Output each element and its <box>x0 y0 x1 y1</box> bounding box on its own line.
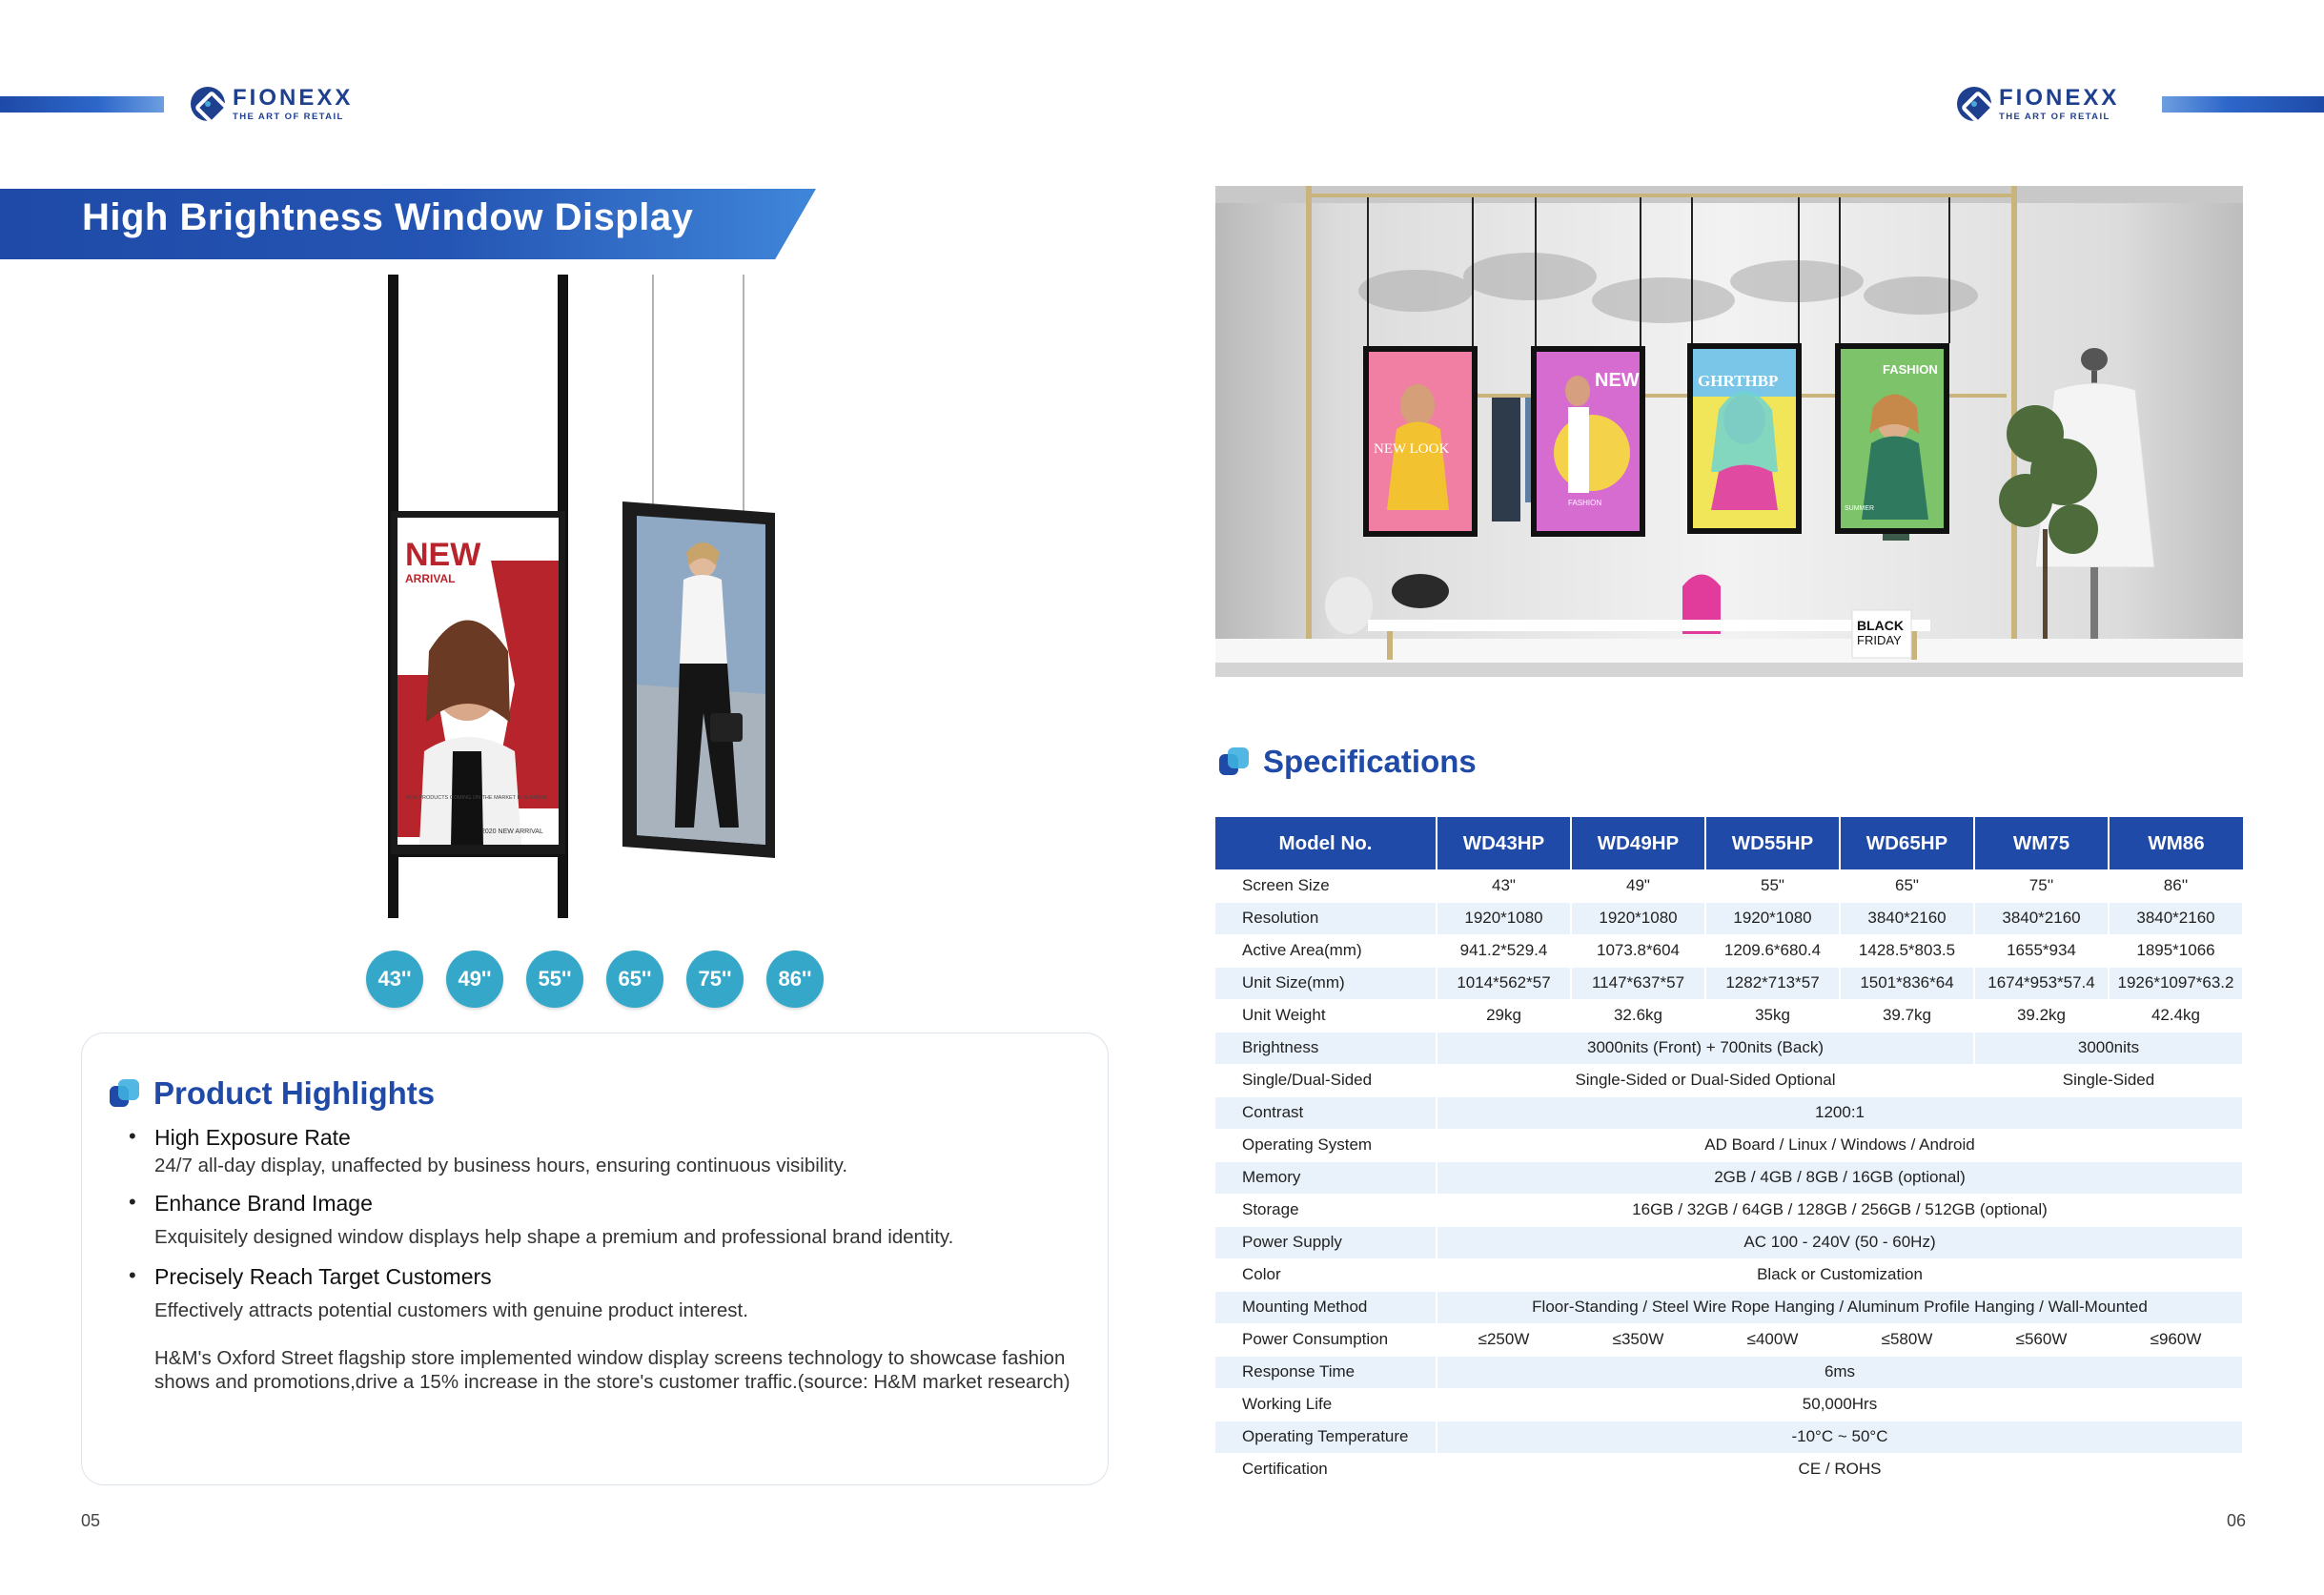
table-row <box>1215 1194 2243 1226</box>
table-row <box>1215 1453 2243 1485</box>
size-chip-43: 43'' <box>366 951 423 1008</box>
highlight-desc: Effectively attracts potential customers with genuine product interest. <box>154 1299 748 1321</box>
section-icon <box>110 1079 140 1108</box>
list-item <box>129 1125 1082 1177</box>
spec-label: Storage <box>1215 1194 1437 1226</box>
spec-label: Mounting Method <box>1215 1291 1437 1323</box>
brand-tagline: THE ART OF RETAIL <box>1999 112 2110 122</box>
brand-name: FIONEXX <box>1999 85 2120 111</box>
specifications-title: Specifications <box>1263 744 1477 779</box>
spec-value: 50,000Hrs <box>1437 1388 2243 1421</box>
specifications-table <box>1215 817 2244 1486</box>
spec-value: 32.6kg <box>1571 999 1705 1032</box>
spec-value: ≤250W <box>1437 1323 1571 1356</box>
table-row <box>1215 902 2243 934</box>
spec-value: 1920*1080 <box>1437 902 1571 934</box>
screen-headline: NEW <box>405 537 481 573</box>
spec-value: 1428.5*803.5 <box>1840 934 1974 967</box>
table-row <box>1215 1291 2243 1323</box>
list-item <box>129 1191 1082 1249</box>
scene-screen-4-text: FASHION <box>1883 362 1938 377</box>
table-row <box>1215 934 2243 967</box>
spec-label: Resolution <box>1215 902 1437 934</box>
scene-screen-2-text: NEW <box>1595 370 1640 391</box>
table-row <box>1215 1161 2243 1194</box>
window-display-scene <box>1215 186 2243 677</box>
spec-value: 39.7kg <box>1840 999 1974 1032</box>
table-row <box>1215 999 2243 1032</box>
spec-value: 3000nits (Front) + 700nits (Back) <box>1437 1032 1974 1064</box>
highlights-list <box>129 1125 1082 1336</box>
spec-value: 1920*1080 <box>1705 902 1840 934</box>
spec-value: 86'' <box>2109 869 2243 902</box>
spec-value: Single-Sided <box>1974 1064 2243 1096</box>
highlight-title: • Precisely Reach Target Customers <box>154 1264 492 1289</box>
brand-logo-right <box>1957 87 2119 122</box>
spec-value: 1147*637*57 <box>1571 967 1705 999</box>
spec-value: 39.2kg <box>1974 999 2109 1032</box>
spec-label: Unit Weight <box>1215 999 1437 1032</box>
spec-value: 1073.8*604 <box>1571 934 1705 967</box>
header-model: WD65HP <box>1840 817 1974 869</box>
specifications-heading <box>1219 744 1477 780</box>
spec-value: 1014*562*57 <box>1437 967 1571 999</box>
sign-line-1: BLACK <box>1857 618 1904 633</box>
highlights-heading <box>110 1075 435 1112</box>
header-model: WM86 <box>2109 817 2243 869</box>
size-chip-75: 75'' <box>686 951 744 1008</box>
spec-value: 35kg <box>1705 999 1840 1032</box>
spec-label: Active Area(mm) <box>1215 934 1437 967</box>
brand-tagline: THE ART OF RETAIL <box>233 112 344 122</box>
page-number-right: 06 <box>2227 1511 2247 1530</box>
logo-icon <box>191 87 225 121</box>
spec-value: 1926*1097*63.2 <box>2109 967 2243 999</box>
spec-value: -10°C ~ 50°C <box>1437 1421 2243 1453</box>
screen-copy: NEW PRODUCTS COMING ON THE MARKET IN SUMMER <box>405 795 547 801</box>
spec-value: ≤560W <box>1974 1323 2109 1356</box>
spec-label: Unit Size(mm) <box>1215 967 1437 999</box>
page-number-left: 05 <box>81 1511 101 1530</box>
size-chip-86: 86'' <box>766 951 824 1008</box>
spec-label: Response Time <box>1215 1356 1437 1388</box>
spec-value: 65" <box>1840 869 1974 902</box>
spec-label: Brightness <box>1215 1032 1437 1064</box>
header-accent-bar-right <box>2162 96 2324 112</box>
spec-value: 55" <box>1705 869 1840 902</box>
case-study-note: H&M's Oxford Street flagship store implemented window display screens technology to showcase fashion shows and promotions,drive a 15% increase in the store's customer traffic.(source: H&M market research) <box>154 1347 1070 1393</box>
spec-value: CE / ROHS <box>1437 1453 2243 1485</box>
scene-screen-2 <box>1531 346 1645 537</box>
spec-value: 29kg <box>1437 999 1571 1032</box>
size-chip-65: 65'' <box>606 951 663 1008</box>
header-model-label: Model No. <box>1215 817 1437 869</box>
spec-value: 2GB / 4GB / 8GB / 16GB (optional) <box>1437 1161 2243 1194</box>
spec-value: AD Board / Linux / Windows / Android <box>1437 1129 2243 1161</box>
list-item <box>129 1264 1082 1322</box>
spec-label: Single/Dual-Sided <box>1215 1064 1437 1096</box>
spec-value: 1200:1 <box>1437 1096 2243 1129</box>
table-row <box>1215 1096 2243 1129</box>
spec-label: Memory <box>1215 1161 1437 1194</box>
table-header-row <box>1215 817 2243 869</box>
spec-value: 49" <box>1571 869 1705 902</box>
table-row <box>1215 1323 2243 1356</box>
spec-value: 16GB / 32GB / 64GB / 128GB / 256GB / 512GB (optional) <box>1437 1194 2243 1226</box>
spec-label: Contrast <box>1215 1096 1437 1129</box>
spec-value: 941.2*529.4 <box>1437 934 1571 967</box>
size-chip-55: 55'' <box>526 951 583 1008</box>
size-options <box>366 951 824 1008</box>
spec-value: 6ms <box>1437 1356 2243 1388</box>
page-title: High Brightness Window Display <box>82 196 694 238</box>
table-row <box>1215 1032 2243 1064</box>
table-row <box>1215 1388 2243 1421</box>
header-accent-bar-left <box>0 96 164 112</box>
spec-label: Power Supply <box>1215 1226 1437 1258</box>
spec-value: Floor-Standing / Steel Wire Rope Hanging / Aluminum Profile Hanging / Wall-Mounted <box>1437 1291 2243 1323</box>
spec-value: 1674*953*57.4 <box>1974 967 2109 999</box>
spec-value: 1282*713*57 <box>1705 967 1840 999</box>
table-row <box>1215 1356 2243 1388</box>
spec-value: 3000nits <box>1974 1032 2243 1064</box>
spec-value: 1895*1066 <box>2109 934 2243 967</box>
hanging-display <box>622 275 775 858</box>
spec-value: ≤400W <box>1705 1323 1840 1356</box>
spec-label: Certification <box>1215 1453 1437 1485</box>
logo-icon <box>1957 87 1991 121</box>
size-chip-49: 49'' <box>446 951 503 1008</box>
product-image <box>377 275 786 918</box>
screen-footer: 2020 NEW ARRIVAL <box>481 828 543 835</box>
highlight-title: • Enhance Brand Image <box>154 1191 373 1216</box>
scene-screen-2-sub: FASHION <box>1568 499 1602 507</box>
spec-value: 3840*2160 <box>1974 902 2109 934</box>
scene-screen-1-text: NEW LOOK <box>1374 441 1450 457</box>
screen-subhead: ARRIVAL <box>405 572 456 585</box>
spec-value: Black or Customization <box>1437 1258 2243 1291</box>
spec-value: 3840*2160 <box>1840 902 1974 934</box>
spec-value: 1655*934 <box>1974 934 2109 967</box>
scene-screen-4-sub: SUMMER <box>1845 505 1875 512</box>
spec-value: 3840*2160 <box>2109 902 2243 934</box>
spec-value: ≤580W <box>1840 1323 1974 1356</box>
spec-value: 1920*1080 <box>1571 902 1705 934</box>
spec-value: AC 100 - 240V (50 - 60Hz) <box>1437 1226 2243 1258</box>
spec-label: Color <box>1215 1258 1437 1291</box>
header-model: WD43HP <box>1437 817 1571 869</box>
table-row <box>1215 1421 2243 1453</box>
table-row <box>1215 967 2243 999</box>
header-model: WD49HP <box>1571 817 1705 869</box>
highlight-desc: 24/7 all-day display, unaffected by business hours, ensuring continuous visibility. <box>154 1155 848 1176</box>
spec-label: Working Life <box>1215 1388 1437 1421</box>
table-row <box>1215 1064 2243 1096</box>
highlight-title: • High Exposure Rate <box>154 1125 351 1150</box>
spec-value: 42.4kg <box>2109 999 2243 1032</box>
scene-screen-3-text: GHRTHBP <box>1698 372 1779 390</box>
spec-value: Single-Sided or Dual-Sided Optional <box>1437 1064 1974 1096</box>
floor-standing-display <box>388 275 568 918</box>
specifications-body <box>1215 869 2243 1485</box>
section-icon <box>1219 747 1250 776</box>
spec-label: Operating Temperature <box>1215 1421 1437 1453</box>
table-row <box>1215 1129 2243 1161</box>
scene-screen-1 <box>1363 346 1478 537</box>
table-row <box>1215 869 2243 902</box>
spec-label: Power Consumption <box>1215 1323 1437 1356</box>
header-model: WM75 <box>1974 817 2109 869</box>
scene-screen-3 <box>1687 343 1802 534</box>
spec-value: 75'' <box>1974 869 2109 902</box>
spec-value: ≤960W <box>2109 1323 2243 1356</box>
spec-value: 1209.6*680.4 <box>1705 934 1840 967</box>
sign-line-2: FRIDAY <box>1857 633 1902 647</box>
spec-value: 1501*836*64 <box>1840 967 1974 999</box>
table-row <box>1215 1258 2243 1291</box>
highlights-title: Product Highlights <box>153 1075 436 1111</box>
spec-label: Screen Size <box>1215 869 1437 902</box>
brand-name: FIONEXX <box>233 85 354 111</box>
header-model: WD55HP <box>1705 817 1840 869</box>
black-friday-sign <box>1852 610 1911 658</box>
spec-value: ≤350W <box>1571 1323 1705 1356</box>
spec-label: Operating System <box>1215 1129 1437 1161</box>
highlight-desc: Exquisitely designed window displays help shape a premium and professional brand identity. <box>154 1226 954 1248</box>
spec-value: 43" <box>1437 869 1571 902</box>
table-row <box>1215 1226 2243 1258</box>
scene-screen-4 <box>1835 343 1949 534</box>
brand-logo-left <box>191 87 353 122</box>
